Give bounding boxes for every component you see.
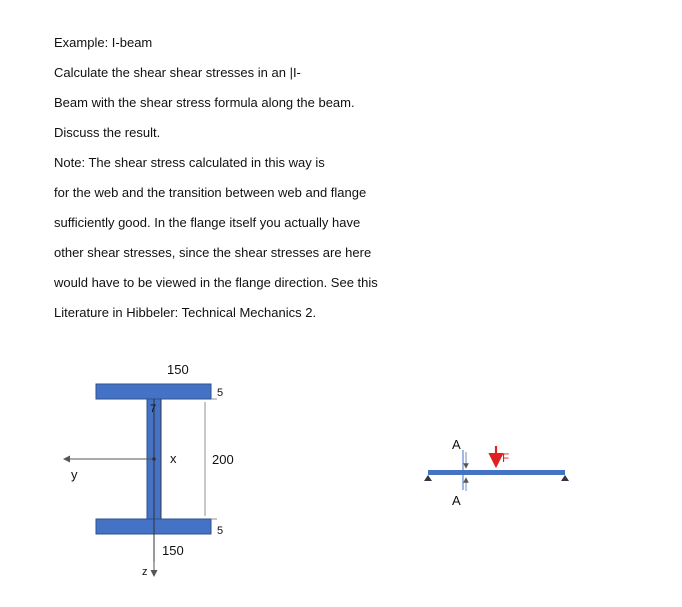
section-label-bottom: A — [452, 493, 461, 508]
text-line: for the web and the transition between web and flange — [54, 185, 367, 200]
beam-body — [428, 470, 565, 475]
text-line: Note: The shear stress calculated in this way is — [54, 155, 325, 170]
x-axis-label: x — [170, 451, 177, 466]
z-axis-label: z — [142, 566, 148, 578]
left-support — [424, 475, 432, 481]
right-support — [561, 475, 569, 481]
text-line: would have to be viewed in the flange direction. See this — [54, 275, 378, 290]
y-axis-label: y — [71, 467, 78, 482]
top-flange — [96, 384, 211, 399]
dim-web-thickness: 7 — [150, 403, 157, 415]
dim-bottom-width: 150 — [162, 543, 184, 558]
text-line: Example: I-beam — [54, 35, 153, 50]
dim-bottom-thickness: 5 — [217, 525, 224, 537]
text-line: Literature in Hibbeler: Technical Mechanics 2. — [54, 305, 317, 320]
text-line: other shear stresses, since the shear stresses are here — [54, 245, 372, 260]
dim-top-thickness: 5 — [217, 387, 224, 399]
text-line: Discuss the result. — [54, 125, 161, 140]
text-line: Calculate the shear shear stresses in an |I- — [54, 65, 301, 80]
text-line: Beam with the shear stress formula along the beam. — [54, 95, 355, 110]
dim-web-height: 200 — [212, 452, 234, 467]
dim-top-width: 150 — [167, 362, 189, 377]
section-label-top: A — [452, 437, 461, 452]
beam-diagram — [424, 437, 569, 508]
text-line: sufficiently good. In the flange itself you actually have — [54, 215, 361, 230]
force-label: F — [502, 451, 510, 465]
ibeam-cross-section — [64, 362, 234, 578]
origin — [152, 457, 156, 461]
